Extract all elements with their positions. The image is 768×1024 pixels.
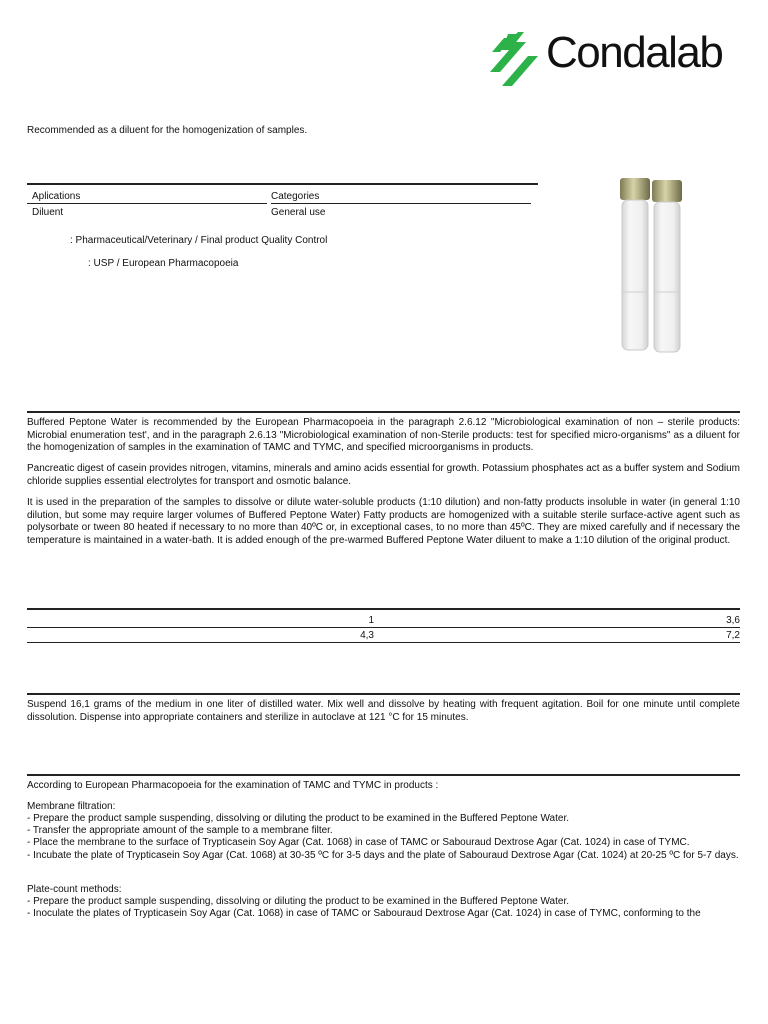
divider bbox=[27, 774, 740, 776]
preparation-text: Suspend 16,1 grams of the medium in one liter of distilled water. Mix well and dissolve by heating with frequent agitation. Boil for one minute until complete dissolution. Dispense into appropriate containers and sterilize in autoclave at 121 °C for 15 minutes. bbox=[27, 699, 740, 723]
plate-title: Plate-count methods: bbox=[27, 884, 122, 895]
divider bbox=[27, 608, 740, 610]
norm-line: : USP / European Pharmacopoeia bbox=[88, 258, 239, 269]
membrane-step: - Incubate the plate of Trypticasein Soy Agar (Cat. 1068) at 30-35 ºC for 3-5 days and the plate of Sabouraud Dextrose Agar (Cat. 1024) at 20-25 ºC for 5-7 days. bbox=[27, 850, 739, 861]
table-cell-application: Diluent bbox=[32, 207, 64, 218]
divider bbox=[271, 203, 531, 204]
formula-amount: 4,3 bbox=[360, 630, 374, 641]
divider bbox=[27, 183, 538, 185]
description-paragraph: Buffered Peptone Water is recommended by the European Pharmacopoeia in the paragraph 2.6.12 "Microbiological examination of non – sterile products: Microbial enumeration test', and in the paragraph 2.6.13 "Microbiological examination of non-Sterile products: test for specified micro-organisms" as a diluent for the homogenization of samples in the examination of TAMC and TYMC, and specified microorganisms in products. bbox=[27, 417, 740, 453]
formula-amount: 1 bbox=[368, 615, 374, 626]
membrane-step: - Transfer the appropriate amount of the sample to a membrane filter. bbox=[27, 825, 333, 836]
table-cell-category: General use bbox=[271, 207, 326, 218]
description-paragraph: Pancreatic digest of casein provides nitrogen, vitamins, minerals and amino acids essential for growth. Potassium phosphates act as a buffer system and Sodium chloride supplies essential electrolytes for transport and osmotic balance. bbox=[27, 463, 740, 487]
divider bbox=[27, 627, 740, 628]
divider bbox=[27, 693, 740, 695]
divider bbox=[27, 203, 267, 204]
plate-step: - Prepare the product sample suspending, dissolving or diluting the product to be examined in the Buffered Peptone Water. bbox=[27, 896, 569, 907]
plate-step: - Inoculate the plates of Trypticasein Soy Agar (Cat. 1068) in case of TAMC or Sabouraud Dextrose Agar (Cat. 1024) in case of TYMC, conforming to the bbox=[27, 908, 701, 919]
divider bbox=[27, 411, 740, 413]
table-header-categories: Categories bbox=[271, 191, 320, 202]
sector-line: : Pharmaceutical/Veterinary / Final product Quality Control bbox=[70, 235, 328, 246]
membrane-title: Membrane filtration: bbox=[27, 801, 116, 812]
table-header-applications: Aplications bbox=[32, 191, 81, 202]
description-paragraph: It is used in the preparation of the samples to dissolve or dilute water-soluble products (1:10 dilution) and non-fatty products insoluble in water (in general 1:10 dilution, but some may require larger volumes of Buffered Peptone Water) Fatty products are homogenized with a suitable sterile surface-active agent such as polysorbate or tween 80 heated if necessary to no more than 40ºC or, in exceptional cases, to no more than 45ºC. They are mixed carefully and if necessary the temperature is maintained in a water-bath. It is added enough of the pre-warmed Buffered Peptone Water diluent to make a 1:10 dilution of the original product. bbox=[27, 497, 740, 546]
brand-name: Condalab bbox=[546, 28, 723, 77]
formula-value: 3,6 bbox=[726, 615, 740, 626]
usage-intro: According to European Pharmacopoeia for the examination of TAMC and TYMC in products : bbox=[27, 780, 439, 791]
formula-value: 7,2 bbox=[726, 630, 740, 641]
condalab-logo-icon bbox=[488, 30, 544, 92]
membrane-step: - Prepare the product sample suspending, dissolving or diluting the product to be examined in the Buffered Peptone Water. bbox=[27, 813, 569, 824]
divider bbox=[27, 642, 740, 643]
intro-text: Recommended as a diluent for the homogenization of samples. bbox=[27, 125, 308, 136]
membrane-step: - Place the membrane to the surface of Trypticasein Soy Agar (Cat. 1068) in case of TAMC or Sabouraud Dextrose Agar (Cat. 1024) in case of TYMC. bbox=[27, 837, 690, 848]
product-vials-image bbox=[604, 172, 700, 362]
